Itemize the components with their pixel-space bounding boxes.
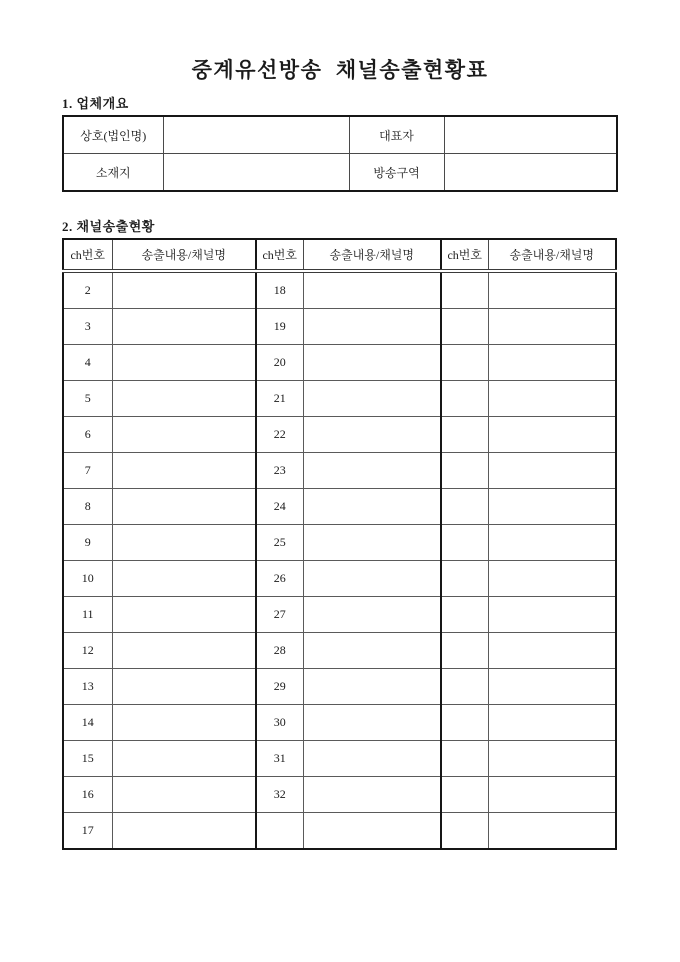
channel-name-cell	[488, 813, 616, 850]
ch-number-cell: 16	[63, 777, 112, 813]
ch-number-cell: 22	[256, 417, 303, 453]
channel-name-cell	[112, 633, 256, 669]
ch-number-cell	[441, 453, 488, 489]
channel-name-cell	[303, 741, 441, 777]
ch-number-cell: 7	[63, 453, 112, 489]
label-address: 소재지	[63, 154, 163, 192]
ch-number-cell: 23	[256, 453, 303, 489]
channel-name-cell	[112, 669, 256, 705]
channel-name-cell	[112, 271, 256, 309]
channel-name-cell	[488, 453, 616, 489]
ch-number-cell	[441, 417, 488, 453]
channel-name-cell	[112, 309, 256, 345]
ch-number-cell	[441, 669, 488, 705]
ch-number-cell	[441, 777, 488, 813]
channel-table-row	[63, 381, 616, 417]
channel-name-cell	[303, 309, 441, 345]
ch-number-cell	[441, 813, 488, 850]
value-address	[163, 154, 349, 192]
ch-number-cell	[441, 345, 488, 381]
section1-heading: 1. 업체개요	[62, 93, 616, 116]
label-broadcast-area: 방송구역	[349, 154, 444, 192]
channel-name-cell	[112, 417, 256, 453]
ch-number-header: ch번호	[441, 239, 488, 271]
channel-name-cell	[112, 597, 256, 633]
document-title: 중계유선방송 채널송출현황표	[191, 58, 489, 82]
ch-number-cell: 29	[256, 669, 303, 705]
channel-name-cell	[488, 309, 616, 345]
ch-number-cell: 32	[256, 777, 303, 813]
channel-name-header: 송출내용/채널명	[112, 239, 256, 271]
ch-number-cell: 19	[256, 309, 303, 345]
channel-name-cell	[112, 525, 256, 561]
channel-table-row	[63, 525, 616, 561]
value-broadcast-area	[444, 154, 617, 192]
ch-number-cell: 4	[63, 345, 112, 381]
ch-number-header: ch번호	[256, 239, 303, 271]
channel-name-cell	[488, 525, 616, 561]
company-table-row	[63, 154, 617, 192]
channel-name-header: 송출내용/채널명	[488, 239, 616, 271]
channel-status-table	[62, 238, 617, 850]
channel-name-cell	[488, 633, 616, 669]
ch-number-cell: 6	[63, 417, 112, 453]
channel-table-row	[63, 813, 616, 850]
ch-number-cell: 21	[256, 381, 303, 417]
ch-number-cell: 28	[256, 633, 303, 669]
channel-name-cell	[303, 633, 441, 669]
ch-number-cell	[441, 489, 488, 525]
ch-number-cell: 18	[256, 271, 303, 309]
ch-number-cell: 9	[63, 525, 112, 561]
channel-name-cell	[112, 813, 256, 850]
channel-name-cell	[303, 271, 441, 309]
channel-name-cell	[112, 705, 256, 741]
channel-name-cell	[303, 417, 441, 453]
channel-name-cell	[112, 381, 256, 417]
channel-table-row	[63, 669, 616, 705]
channel-name-cell	[112, 489, 256, 525]
ch-number-cell: 3	[63, 309, 112, 345]
channel-name-cell	[488, 669, 616, 705]
channel-name-cell	[303, 813, 441, 850]
ch-number-cell	[441, 271, 488, 309]
ch-number-cell: 20	[256, 345, 303, 381]
channel-name-cell	[303, 777, 441, 813]
ch-number-cell: 30	[256, 705, 303, 741]
ch-number-cell: 12	[63, 633, 112, 669]
ch-number-cell: 17	[63, 813, 112, 850]
ch-number-cell: 25	[256, 525, 303, 561]
channel-name-cell	[488, 741, 616, 777]
channel-name-cell	[112, 777, 256, 813]
channel-name-cell	[488, 705, 616, 741]
channel-table-row	[63, 489, 616, 525]
ch-number-cell: 15	[63, 741, 112, 777]
channel-name-header: 송출내용/채널명	[303, 239, 441, 271]
ch-number-cell: 26	[256, 561, 303, 597]
channel-name-cell	[303, 705, 441, 741]
ch-number-cell: 11	[63, 597, 112, 633]
channel-name-cell	[303, 669, 441, 705]
ch-number-cell	[441, 741, 488, 777]
company-table-row	[63, 116, 617, 154]
ch-number-cell	[441, 381, 488, 417]
channel-table-row	[63, 453, 616, 489]
ch-number-cell: 27	[256, 597, 303, 633]
label-company-name: 상호(법인명)	[63, 116, 163, 154]
channel-table-row	[63, 271, 616, 309]
value-company-name	[163, 116, 349, 154]
channel-name-cell	[488, 345, 616, 381]
ch-number-cell: 5	[63, 381, 112, 417]
channel-table-row	[63, 633, 616, 669]
channel-table-row	[63, 777, 616, 813]
channel-name-cell	[303, 381, 441, 417]
ch-number-cell: 8	[63, 489, 112, 525]
label-representative: 대표자	[349, 116, 444, 154]
ch-number-cell: 14	[63, 705, 112, 741]
ch-number-cell	[441, 309, 488, 345]
ch-number-cell	[441, 525, 488, 561]
channel-name-cell	[488, 381, 616, 417]
channel-name-cell	[303, 561, 441, 597]
channel-table-row	[63, 417, 616, 453]
ch-number-cell	[441, 633, 488, 669]
channel-name-cell	[303, 345, 441, 381]
channel-name-cell	[112, 741, 256, 777]
channel-name-cell	[488, 489, 616, 525]
channel-table-row	[63, 597, 616, 633]
channel-table-header-row	[63, 239, 616, 271]
channel-name-cell	[303, 525, 441, 561]
channel-table-row	[63, 561, 616, 597]
ch-number-cell: 31	[256, 741, 303, 777]
channel-table-row	[63, 741, 616, 777]
channel-name-cell	[488, 597, 616, 633]
channel-name-cell	[488, 777, 616, 813]
ch-number-cell	[441, 561, 488, 597]
channel-name-cell	[112, 453, 256, 489]
ch-number-cell: 10	[63, 561, 112, 597]
ch-number-cell: 13	[63, 669, 112, 705]
channel-name-cell	[488, 271, 616, 309]
ch-number-cell	[256, 813, 303, 850]
channel-name-cell	[303, 453, 441, 489]
channel-name-cell	[112, 345, 256, 381]
channel-name-cell	[112, 561, 256, 597]
channel-name-cell	[488, 417, 616, 453]
channel-name-cell	[303, 489, 441, 525]
company-overview-table	[62, 115, 618, 192]
channel-table-row	[63, 705, 616, 741]
channel-table-row	[63, 309, 616, 345]
channel-name-cell	[488, 561, 616, 597]
ch-number-cell	[441, 597, 488, 633]
ch-number-cell	[441, 705, 488, 741]
ch-number-cell: 24	[256, 489, 303, 525]
ch-number-header: ch번호	[63, 239, 112, 271]
channel-table-row	[63, 345, 616, 381]
ch-number-cell: 2	[63, 271, 112, 309]
channel-name-cell	[303, 597, 441, 633]
value-representative	[444, 116, 617, 154]
section2-heading: 2. 채널송출현황	[62, 219, 155, 234]
